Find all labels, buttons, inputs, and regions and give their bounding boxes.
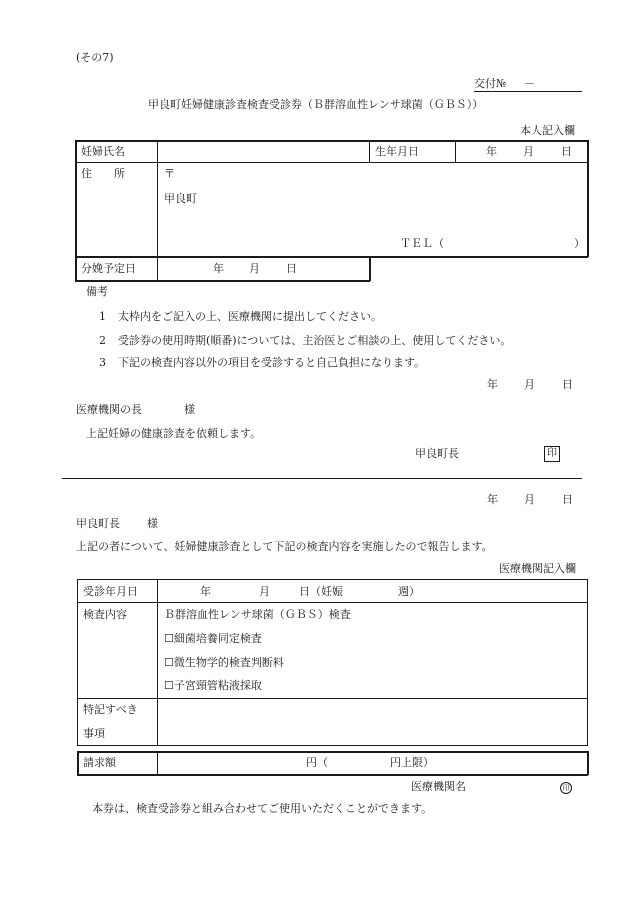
report-day: 日 <box>562 493 573 506</box>
billing-label: 請求額 <box>83 756 116 769</box>
visit-date-label: 受診年月日 <box>83 585 138 598</box>
postal-mark: 〒 <box>164 167 175 180</box>
section-divider <box>62 478 582 479</box>
report-year: 年 <box>487 493 498 506</box>
report-month: 月 <box>524 493 535 506</box>
report-honorific: 様 <box>147 517 158 530</box>
tel-close: ） <box>574 237 585 250</box>
tel-label: ＴＥＬ（ <box>400 237 444 250</box>
checkbox-label: 微生物学的検査判断料 <box>173 656 284 669</box>
form-title: 甲良町妊婦健康診査検査受診券（Ｂ群溶血性レンサ球菌（ＧＢＳ）） <box>148 98 484 111</box>
due-date-label: 分娩予定日 <box>81 262 136 275</box>
report-addressee: 甲良町長 <box>76 517 120 530</box>
due-day: 日 <box>286 262 297 275</box>
content-label: 検査内容 <box>83 608 127 621</box>
checkbox-label: 子宮頸管粘液採取 <box>173 679 262 692</box>
name-label: 妊婦氏名 <box>81 145 125 158</box>
request-honorific: 様 <box>184 403 195 416</box>
issue-no-underline <box>474 91 582 92</box>
request-signer: 甲良町長 <box>415 447 459 460</box>
note-1-num: 1 <box>99 310 106 323</box>
birthdate-label: 生年月日 <box>375 145 419 158</box>
billing-limit: 円上限） <box>390 756 434 769</box>
checkbox-icon: ☐ <box>164 679 174 692</box>
birth-month: 月 <box>523 145 534 158</box>
note-3-num: 3 <box>99 356 106 369</box>
issue-no-label: 交付№ <box>474 77 507 90</box>
due-month: 月 <box>249 262 260 275</box>
checkbox-label: 細菌培養同定検査 <box>173 632 262 645</box>
issue-no-value: － <box>524 77 535 90</box>
note-2-text: 受診券の使用時期(順番)については、主治医とご相談の上、使用してください。 <box>118 334 512 347</box>
note-1-text: 太枠内をご記入の上、医療機関に提出してください。 <box>118 310 382 323</box>
request-body: 上記妊婦の健康診査を依頼します。 <box>86 427 262 440</box>
billing-yen: 円（ <box>306 756 328 769</box>
checkbox-culture[interactable] <box>164 632 262 646</box>
self-entry-label: 本人記入欄 <box>520 124 575 137</box>
institution-name-label: 医療機関名 <box>411 780 466 793</box>
request-addressee: 医療機関の長 <box>76 403 142 416</box>
due-year: 年 <box>213 262 224 275</box>
town-name: 甲良町 <box>164 192 197 205</box>
request-month: 月 <box>524 378 535 391</box>
request-seal: 印 <box>544 446 560 462</box>
remarks-label-1: 特記すべき <box>83 703 138 716</box>
notes-title: 備考 <box>86 285 108 298</box>
visit-year: 年 <box>200 585 211 598</box>
checkbox-cervical-mucus[interactable] <box>164 679 262 693</box>
report-body: 上記の者について、妊婦健康診査として下記の検査内容を実施したので報告します。 <box>76 540 493 553</box>
page-number: (その7) <box>76 51 114 64</box>
visit-month: 月 <box>259 585 270 598</box>
footer-note: 本券は、検査受診券と組み合わせてご使用いただくことができます。 <box>92 802 433 815</box>
content-title: Ｂ群溶血性レンサ球菌（ＧＢＳ）検査 <box>164 608 351 621</box>
note-2-num: 2 <box>99 334 106 347</box>
address-label: 住 所 <box>81 167 125 180</box>
birth-year: 年 <box>486 145 497 158</box>
institution-entry-label: 医療機関記入欄 <box>499 562 576 575</box>
remarks-label-2: 事項 <box>83 727 105 740</box>
visit-day-pregnancy: 日（妊娠 <box>299 585 343 598</box>
request-day: 日 <box>562 378 573 391</box>
birth-day: 日 <box>561 145 572 158</box>
institution-seal: 印 <box>560 782 572 794</box>
checkbox-icon: ☐ <box>164 656 174 669</box>
checkbox-microbiology[interactable] <box>164 656 284 670</box>
visit-weeks: 週） <box>398 585 420 598</box>
note-3-text: 下記の検査内容以外の項目を受診すると自己負担になります。 <box>118 356 426 369</box>
request-year: 年 <box>487 378 498 391</box>
checkbox-icon: ☐ <box>164 632 174 645</box>
